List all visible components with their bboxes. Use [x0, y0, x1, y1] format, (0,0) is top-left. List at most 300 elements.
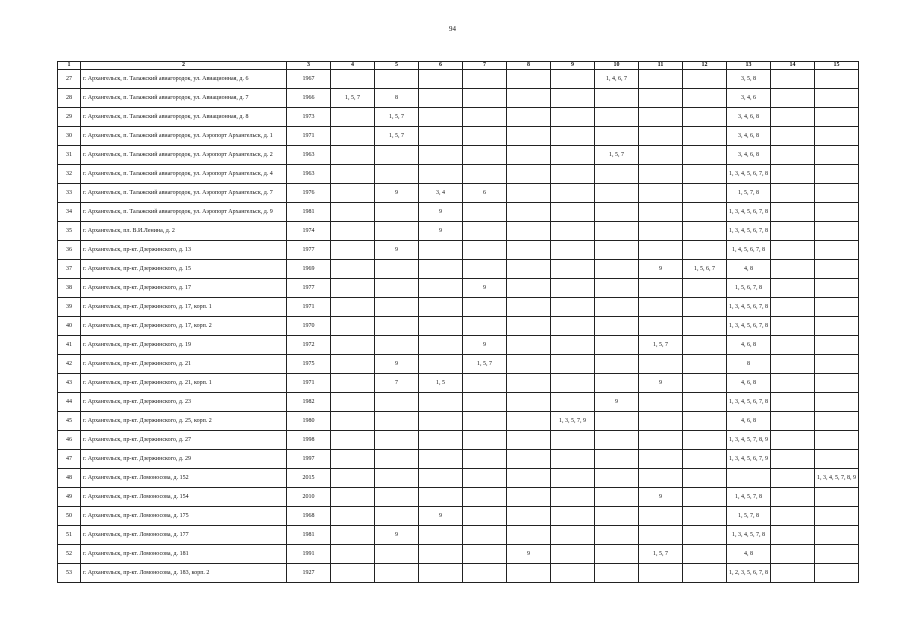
- table-cell: [331, 279, 375, 298]
- row-number-cell: 47: [58, 450, 81, 469]
- table-cell: [463, 222, 507, 241]
- table-cell: 8: [375, 89, 419, 108]
- table-cell: [463, 393, 507, 412]
- column-header-1: 1: [58, 62, 81, 70]
- address-cell: г. Архангельск, пр-кт. Ломоносова, д. 154: [81, 488, 287, 507]
- table-cell: 4, 8: [727, 260, 771, 279]
- table-cell: [639, 222, 683, 241]
- table-cell: [683, 184, 727, 203]
- table-cell: 1, 3, 4, 5, 7, 8, 9: [727, 431, 771, 450]
- table-row: [58, 70, 859, 89]
- table-cell: 1, 3, 4, 5, 7, 8, 9: [815, 469, 859, 488]
- table-cell: [507, 507, 551, 526]
- row-number-cell: 38: [58, 279, 81, 298]
- year-cell: 1927: [287, 564, 331, 583]
- table-cell: [419, 355, 463, 374]
- table-cell: [375, 298, 419, 317]
- table-cell: 1, 5, 7: [639, 336, 683, 355]
- table-cell: [683, 526, 727, 545]
- table-cell: [683, 89, 727, 108]
- column-header-15: 15: [815, 62, 859, 70]
- table-cell: [507, 526, 551, 545]
- table-row: [58, 184, 859, 203]
- address-cell: г. Архангельск, пл. В.И.Ленина, д. 2: [81, 222, 287, 241]
- table-cell: [815, 127, 859, 146]
- table-cell: [683, 374, 727, 393]
- table-cell: [551, 545, 595, 564]
- table-cell: [595, 241, 639, 260]
- column-header-6: 6: [419, 62, 463, 70]
- table-cell: 3, 4: [419, 184, 463, 203]
- table-cell: [375, 70, 419, 89]
- table-cell: [815, 374, 859, 393]
- table-row: [58, 260, 859, 279]
- table-cell: [331, 108, 375, 127]
- table-cell: [771, 222, 815, 241]
- table-cell: [815, 564, 859, 583]
- table-cell: [639, 450, 683, 469]
- table-cell: 9: [419, 507, 463, 526]
- table-row: [58, 374, 859, 393]
- table-cell: [419, 488, 463, 507]
- address-cell: г. Архангельск, п. Талажский авиагородок, ул. Авиационная, д. 7: [81, 89, 287, 108]
- table-cell: [639, 89, 683, 108]
- table-cell: [815, 203, 859, 222]
- table-cell: [771, 89, 815, 108]
- table-row: [58, 431, 859, 450]
- table-cell: [419, 431, 463, 450]
- table-cell: 3, 4, 6, 8: [727, 127, 771, 146]
- table-cell: [683, 564, 727, 583]
- table-cell: 1, 3, 4, 5, 6, 7, 8: [727, 222, 771, 241]
- table-cell: [551, 184, 595, 203]
- table-cell: [639, 355, 683, 374]
- table-cell: [815, 279, 859, 298]
- table-cell: [331, 241, 375, 260]
- table-row: [58, 108, 859, 127]
- row-number-cell: 42: [58, 355, 81, 374]
- table-cell: [375, 146, 419, 165]
- row-number-cell: 46: [58, 431, 81, 450]
- table-cell: [771, 317, 815, 336]
- table-cell: [507, 70, 551, 89]
- table-cell: [419, 393, 463, 412]
- year-cell: 1973: [287, 108, 331, 127]
- table-cell: [639, 203, 683, 222]
- table-cell: [507, 184, 551, 203]
- table-cell: [551, 70, 595, 89]
- table-cell: [419, 260, 463, 279]
- table-cell: 4, 6, 8: [727, 412, 771, 431]
- year-cell: 2010: [287, 488, 331, 507]
- row-number-cell: 39: [58, 298, 81, 317]
- table-cell: [639, 507, 683, 526]
- table-row: [58, 222, 859, 241]
- table-cell: [639, 184, 683, 203]
- table-cell: 8: [727, 355, 771, 374]
- table-cell: [815, 108, 859, 127]
- table-cell: [595, 127, 639, 146]
- address-cell: г. Архангельск, пр-кт. Ломоносова, д. 177: [81, 526, 287, 545]
- column-header-7: 7: [463, 62, 507, 70]
- table-cell: [507, 203, 551, 222]
- table-cell: [815, 488, 859, 507]
- table-cell: [771, 412, 815, 431]
- row-number-cell: 48: [58, 469, 81, 488]
- table-cell: [551, 203, 595, 222]
- page-number: 94: [449, 25, 456, 33]
- table-cell: [815, 336, 859, 355]
- table-cell: 9: [375, 526, 419, 545]
- table-cell: [375, 336, 419, 355]
- table-cell: [331, 450, 375, 469]
- table-cell: [595, 374, 639, 393]
- table-cell: [771, 127, 815, 146]
- table-cell: [595, 260, 639, 279]
- row-number-cell: 34: [58, 203, 81, 222]
- table-cell: 9: [375, 184, 419, 203]
- table-cell: [683, 336, 727, 355]
- table-cell: 1, 5, 7: [331, 89, 375, 108]
- table-cell: [771, 507, 815, 526]
- table-cell: [463, 317, 507, 336]
- table-cell: [551, 469, 595, 488]
- table-cell: [507, 298, 551, 317]
- table-row: [58, 146, 859, 165]
- table-cell: [815, 450, 859, 469]
- table-cell: [683, 507, 727, 526]
- table-cell: [683, 431, 727, 450]
- table-cell: 6: [463, 184, 507, 203]
- table-cell: 3, 4, 6: [727, 89, 771, 108]
- address-cell: г. Архангельск, п. Талажский авиагородок, ул. Авиационная, д. 8: [81, 108, 287, 127]
- table-cell: [331, 526, 375, 545]
- table-cell: 1, 5, 6, 7: [683, 260, 727, 279]
- table-cell: [683, 412, 727, 431]
- row-number-cell: 29: [58, 108, 81, 127]
- row-number-cell: 52: [58, 545, 81, 564]
- table-cell: [375, 450, 419, 469]
- address-cell: г. Архангельск, п. Талажский авиагородок, ул. Аэропорт Архангельск, д. 2: [81, 146, 287, 165]
- table-cell: [551, 260, 595, 279]
- table-cell: [375, 393, 419, 412]
- table-cell: [419, 70, 463, 89]
- table-cell: [331, 545, 375, 564]
- table-cell: [595, 279, 639, 298]
- table-row: [58, 393, 859, 412]
- table-cell: [683, 488, 727, 507]
- table-cell: [507, 450, 551, 469]
- table-cell: 1, 5, 7: [375, 108, 419, 127]
- table-cell: [683, 108, 727, 127]
- table-cell: [639, 393, 683, 412]
- row-number-cell: 28: [58, 89, 81, 108]
- table-cell: 9: [507, 545, 551, 564]
- table-cell: [331, 165, 375, 184]
- table-cell: [771, 355, 815, 374]
- table-cell: [419, 526, 463, 545]
- table-cell: [551, 108, 595, 127]
- table-cell: [683, 355, 727, 374]
- table-cell: [683, 222, 727, 241]
- table-cell: 3, 4, 6, 8: [727, 108, 771, 127]
- table-cell: [331, 184, 375, 203]
- year-cell: 1977: [287, 279, 331, 298]
- year-cell: 1966: [287, 89, 331, 108]
- table-cell: 1, 3, 4, 5, 6, 7, 8: [727, 165, 771, 184]
- year-cell: 1971: [287, 374, 331, 393]
- table-cell: [551, 564, 595, 583]
- table-cell: [771, 70, 815, 89]
- table-cell: [463, 545, 507, 564]
- table-cell: [639, 279, 683, 298]
- column-header-2: 2: [81, 62, 287, 70]
- row-number-cell: 49: [58, 488, 81, 507]
- year-cell: 1971: [287, 127, 331, 146]
- table-cell: 1, 3, 5, 7, 9: [551, 412, 595, 431]
- table-cell: [507, 279, 551, 298]
- table-cell: [551, 393, 595, 412]
- table-cell: [375, 469, 419, 488]
- table-cell: [815, 355, 859, 374]
- table-cell: 1, 3, 4, 5, 6, 7, 8: [727, 317, 771, 336]
- table-cell: [771, 374, 815, 393]
- table-cell: [639, 412, 683, 431]
- table-cell: [683, 317, 727, 336]
- table-cell: [463, 127, 507, 146]
- column-header-14: 14: [771, 62, 815, 70]
- row-number-cell: 33: [58, 184, 81, 203]
- table-cell: 1, 3, 4, 5, 6, 7, 9: [727, 450, 771, 469]
- table-cell: [463, 241, 507, 260]
- year-cell: 1997: [287, 450, 331, 469]
- row-number-cell: 30: [58, 127, 81, 146]
- table-cell: [463, 298, 507, 317]
- table-cell: [331, 412, 375, 431]
- year-cell: 1969: [287, 260, 331, 279]
- table-cell: [463, 108, 507, 127]
- table-cell: [551, 526, 595, 545]
- table-cell: 1, 5: [419, 374, 463, 393]
- table-cell: [375, 203, 419, 222]
- table-cell: [551, 146, 595, 165]
- table-cell: [331, 355, 375, 374]
- table-cell: 9: [419, 203, 463, 222]
- address-cell: г. Архангельск, п. Талажский авиагородок, ул. Аэропорт Архангельск, д. 9: [81, 203, 287, 222]
- table-cell: [331, 507, 375, 526]
- table-row: [58, 336, 859, 355]
- year-cell: 1976: [287, 184, 331, 203]
- table-cell: [771, 146, 815, 165]
- table-cell: [771, 545, 815, 564]
- table-cell: [507, 146, 551, 165]
- table-cell: [419, 545, 463, 564]
- table-cell: [771, 431, 815, 450]
- column-header-5: 5: [375, 62, 419, 70]
- table-cell: [419, 146, 463, 165]
- table-cell: [331, 127, 375, 146]
- table-cell: [507, 488, 551, 507]
- table-cell: [551, 127, 595, 146]
- address-cell: г. Архангельск, пр-кт. Дзержинского, д. 21: [81, 355, 287, 374]
- address-cell: г. Архангельск, п. Талажский авиагородок, ул. Авиационная, д. 6: [81, 70, 287, 89]
- year-cell: 1998: [287, 431, 331, 450]
- table-cell: [595, 431, 639, 450]
- table-cell: [507, 374, 551, 393]
- table-cell: [771, 241, 815, 260]
- table-row: [58, 241, 859, 260]
- table-cell: [331, 70, 375, 89]
- table-cell: [639, 564, 683, 583]
- year-cell: 2015: [287, 469, 331, 488]
- table-cell: [507, 355, 551, 374]
- year-cell: 1977: [287, 241, 331, 260]
- table-cell: [551, 298, 595, 317]
- column-header-4: 4: [331, 62, 375, 70]
- row-number-cell: 53: [58, 564, 81, 583]
- table-row: [58, 507, 859, 526]
- table-cell: [419, 89, 463, 108]
- address-cell: г. Архангельск, п. Талажский авиагородок, ул. Аэропорт Архангельск, д. 4: [81, 165, 287, 184]
- table-cell: [551, 165, 595, 184]
- address-cell: г. Архангельск, пр-кт. Дзержинского, д. 23: [81, 393, 287, 412]
- table-cell: [683, 279, 727, 298]
- table-cell: [815, 146, 859, 165]
- table-cell: 9: [639, 260, 683, 279]
- table-cell: [507, 108, 551, 127]
- table-cell: [551, 355, 595, 374]
- table-cell: 1, 4, 5, 6, 7, 8: [727, 241, 771, 260]
- table-row: [58, 298, 859, 317]
- table-cell: 1, 3, 4, 5, 6, 7, 8: [727, 203, 771, 222]
- table-cell: 1, 3, 4, 5, 6, 7, 8: [727, 298, 771, 317]
- table-cell: [331, 469, 375, 488]
- table-cell: [507, 336, 551, 355]
- table-cell: [551, 279, 595, 298]
- table-cell: 1, 5, 7: [595, 146, 639, 165]
- row-number-cell: 37: [58, 260, 81, 279]
- table-cell: [463, 431, 507, 450]
- row-number-cell: 51: [58, 526, 81, 545]
- row-number-cell: 44: [58, 393, 81, 412]
- table-cell: [507, 127, 551, 146]
- row-number-cell: 43: [58, 374, 81, 393]
- building-registry-table: [57, 61, 859, 583]
- table-cell: [815, 222, 859, 241]
- table-cell: 9: [463, 336, 507, 355]
- table-cell: [683, 127, 727, 146]
- row-number-cell: 45: [58, 412, 81, 431]
- table-cell: [815, 260, 859, 279]
- table-cell: [419, 564, 463, 583]
- table-row: [58, 317, 859, 336]
- address-cell: г. Архангельск, пр-кт. Дзержинского, д. 17: [81, 279, 287, 298]
- table-cell: 1, 4, 5, 7, 8: [727, 488, 771, 507]
- table-cell: [331, 374, 375, 393]
- address-cell: г. Архангельск, пр-кт. Дзержинского, д. 17, корп. 2: [81, 317, 287, 336]
- table-cell: [331, 317, 375, 336]
- table-cell: [507, 469, 551, 488]
- table-cell: [331, 431, 375, 450]
- table-cell: [419, 127, 463, 146]
- table-cell: [507, 317, 551, 336]
- table-cell: [595, 355, 639, 374]
- table-cell: [463, 526, 507, 545]
- table-cell: [815, 412, 859, 431]
- table-cell: [507, 412, 551, 431]
- table-cell: [419, 450, 463, 469]
- table-cell: [507, 564, 551, 583]
- table-cell: [683, 146, 727, 165]
- table-cell: 4, 6, 8: [727, 374, 771, 393]
- table-cell: [463, 488, 507, 507]
- table-cell: [815, 507, 859, 526]
- table-cell: [815, 545, 859, 564]
- column-header-9: 9: [551, 62, 595, 70]
- year-cell: 1970: [287, 317, 331, 336]
- table-cell: [507, 260, 551, 279]
- table-cell: [771, 469, 815, 488]
- table-cell: [463, 412, 507, 431]
- table-cell: [815, 393, 859, 412]
- table-cell: [683, 298, 727, 317]
- table-cell: [507, 431, 551, 450]
- table-cell: [463, 469, 507, 488]
- table-cell: [639, 431, 683, 450]
- table-cell: [595, 108, 639, 127]
- table-body: [58, 70, 859, 583]
- table-cell: [771, 488, 815, 507]
- table-cell: [683, 469, 727, 488]
- table-cell: [507, 89, 551, 108]
- table-cell: 1, 4, 6, 7: [595, 70, 639, 89]
- table-cell: 1, 5, 7, 8: [727, 507, 771, 526]
- table-cell: 1, 5, 7: [639, 545, 683, 564]
- table-cell: [771, 203, 815, 222]
- row-number-cell: 31: [58, 146, 81, 165]
- table-cell: [507, 241, 551, 260]
- address-cell: г. Архангельск, пр-кт. Ломоносова, д. 183, корп. 2: [81, 564, 287, 583]
- table-cell: [815, 431, 859, 450]
- table-cell: [419, 412, 463, 431]
- row-number-cell: 36: [58, 241, 81, 260]
- table-cell: [683, 70, 727, 89]
- year-cell: 1980: [287, 412, 331, 431]
- table-cell: 1, 2, 3, 5, 6, 7, 8: [727, 564, 771, 583]
- table-cell: 1, 3, 4, 5, 7, 8: [727, 526, 771, 545]
- table-cell: [771, 526, 815, 545]
- row-number-cell: 40: [58, 317, 81, 336]
- table-cell: [419, 469, 463, 488]
- address-cell: г. Архангельск, пр-кт. Ломоносова, д. 152: [81, 469, 287, 488]
- address-cell: г. Архангельск, пр-кт. Дзержинского, д. 29: [81, 450, 287, 469]
- table-cell: [375, 545, 419, 564]
- table-cell: [463, 70, 507, 89]
- table-cell: [815, 298, 859, 317]
- table-cell: [595, 412, 639, 431]
- table-cell: [331, 336, 375, 355]
- table-cell: 9: [595, 393, 639, 412]
- table-cell: [419, 241, 463, 260]
- column-header-3: 3: [287, 62, 331, 70]
- column-header-11: 11: [639, 62, 683, 70]
- table-cell: [463, 564, 507, 583]
- address-cell: г. Архангельск, пр-кт. Ломоносова, д. 175: [81, 507, 287, 526]
- row-number-cell: 50: [58, 507, 81, 526]
- year-cell: 1963: [287, 146, 331, 165]
- table-cell: 1, 3, 4, 5, 6, 7, 8: [727, 393, 771, 412]
- table-cell: [815, 526, 859, 545]
